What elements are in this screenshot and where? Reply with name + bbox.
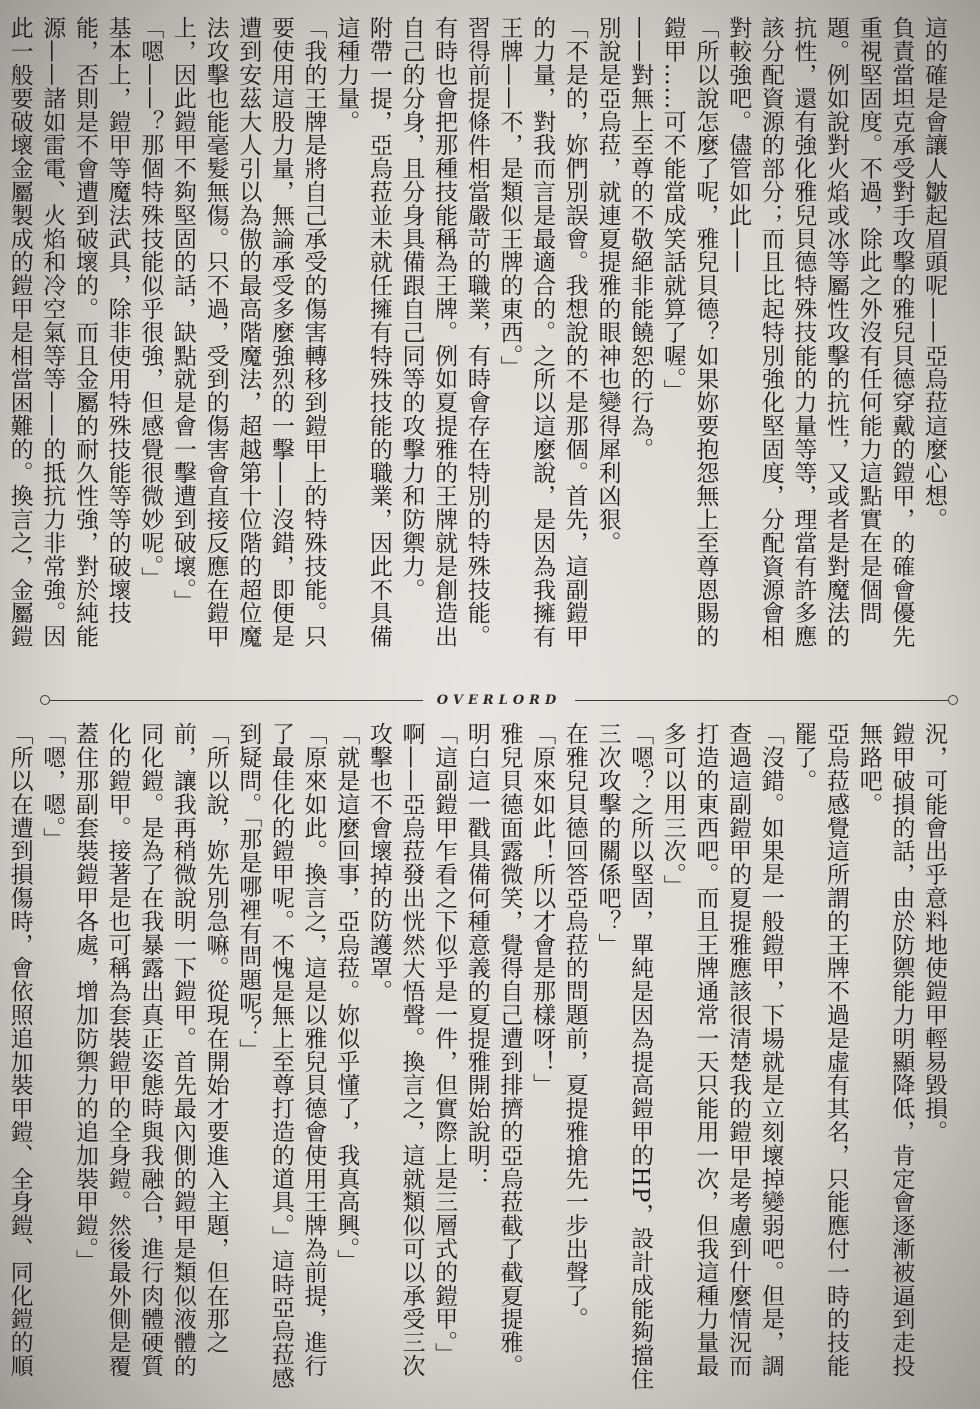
paragraph: 「不是的，妳們別誤會。我想說的不是那個。首先，這副鎧甲的力量，對我而言是最適合的。之所以這麼說，是因為我擁有王牌——不，是類似王牌的東西。」 — [496, 16, 588, 648]
paragraph: 「原來如此。換言之，這是以雅兒貝德會使用王牌為前提，進行了最佳化的鎧甲呢。不愧是無上至尊打造的道具。」這時亞烏菈感到疑問。「那是哪裡有問題呢？」 — [235, 722, 327, 1390]
paragraph: 附帶一提，亞烏菈並未就任擁有特殊技能的職業，因此不具備這種力量。 — [333, 16, 392, 648]
paragraph: 啊——亞烏菈發出恍然大悟聲。換言之，這就類似可以承受三次攻擊也不會壞掉的防護罩。 — [365, 722, 425, 1378]
paragraph: 這的確是會讓人皺起眉頭呢——亞烏菈這麼心想。 — [921, 16, 947, 531]
paragraph: 「嗯——？那個特殊技能似乎很強，但感覺很微妙呢。」 — [137, 16, 164, 590]
paragraph: 鎧甲破損的話，由於防禦能力明顯降低，肯定會逐漸被逼到走投無路吧。 — [855, 722, 915, 1378]
bottom-text-block — [6, 722, 950, 1392]
divider-line-left — [50, 700, 423, 701]
paragraph: 「這副鎧甲乍看之下似乎是一件，但實際上是三層式的鎧甲。」 — [431, 722, 458, 1366]
paragraph: 「原來如此！所以才會是那樣呀！」 — [529, 722, 556, 1097]
paragraph: 「所以在遭到損傷時，會依照追加裝甲鎧、全身鎧、同化鎧的順 — [6, 722, 33, 1378]
divider-line-right — [575, 700, 948, 701]
paragraph: 別說是亞烏菈，就連夏提雅的眼神也變得犀利凶狠。 — [594, 16, 621, 555]
divider-left-ornament — [40, 695, 50, 705]
paragraph: 「沒錯。如果是一般鎧甲，下場就是立刻壞掉變弱吧。但是，調查過這副鎧甲的夏提雅應該很清楚我的鎧甲是考慮到什麼情況而打造的東西吧。而且王牌通常一天只能用一次，但我這種力量最多可以用三次。」 — [659, 722, 784, 1378]
paragraph: 在雅兒貝德回答亞烏菈的問題前，夏提雅搶先一步出聲了。 — [561, 722, 588, 1331]
paragraph: ——對無上至尊的不敬絕非能饒恕的行為。 — [627, 16, 654, 461]
paragraph: 「所以說，妳先別急嘛。從現在開始才要進入主題，但在那之前，讓我再稍微說明一下鎧甲。首先最內側的鎧甲是類似液體的同化鎧。是為了在我暴露出真正姿態時與我融合，進行肉體硬質化的鎧甲。接著是也可稱為套裝鎧甲的全身鎧。然後最外側是覆蓋住那副套裝鎧甲各處，增加防禦力的追加裝甲鎧。」 — [71, 722, 229, 1378]
divider-right-ornament — [948, 695, 958, 705]
paragraph: 「所以說怎麼了呢，雅兒貝德？如果妳要抱怨無上至尊恩賜的鎧甲……可不能當成笑話就算了喔。」 — [659, 16, 719, 648]
paragraph: 亞烏菈感覺這所謂的王牌不過是虛有其名，只能應付一時的技能罷了。 — [790, 722, 850, 1378]
top-text-block — [6, 16, 950, 671]
overlord-logo: OVERLORD — [436, 692, 562, 708]
paragraph: 況，可能會出乎意料地使鎧甲輕易毀損。 — [921, 722, 947, 1144]
paragraph: 基本上，鎧甲等魔法武具，除非使用特殊技能等等的破壞技能，否則是不會遭到破壞的。而且金屬的耐久性強，對於純能源——諸如雷電、火焰和冷空氣等等——的抵抗力非常強。因此一般要破壞金屬製成的鎧甲是相當困難的。換言之，金屬鎧 — [6, 16, 131, 648]
paragraph: 「嗯，嗯。」 — [39, 722, 66, 851]
paragraph: 「我的王牌是將自己承受的傷害轉移到鎧甲上的特殊技能。只要使用這股力量，無論承受多麼強烈的一擊——沒錯，即便是遭到安茲大人引以為傲的最高階魔法，超越第十位階的超位魔法攻擊也能毫髮無傷。只不過，受到的傷害會直接反應在鎧甲上，因此鎧甲不夠堅固的話，缺點就是會一擊遭到破壞。」 — [169, 16, 327, 648]
paragraph: 「嗯？之所以堅固，單純是因為提高鎧甲的HP，設計成能夠擋住三次攻擊的關係吧？」 — [594, 722, 654, 1391]
paragraph: 習得前提條件相當嚴苛的職業，有時會存在特別的特殊技能。有時也會把那種技能稱為王牌。例如夏提雅的王牌就是創造出自己的分身，且分身具備跟自己同等的攻擊力和防禦力。 — [398, 16, 490, 648]
overlord-divider — [40, 692, 958, 708]
paragraph: 負責當坦克承受對手攻擊的雅兒貝德穿戴的鎧甲，的確會優先重視堅固度。不過，除此之外沒有任何能力這點實在是個問題。例如說對火焰或冰等屬性攻擊的抗性，又或者是對魔法的抗性，還有強化雅兒貝德特殊技能的力量等等，理當有許多應該分配資源的部分；而且比起特別強化堅固度，分配資源會相對較強吧。儘管如此—— — [725, 16, 915, 648]
paragraph: 雅兒貝德面露微笑，覺得自己遭到排擠的亞烏菈截了截夏提雅。明白這一戳具備何種意義的夏提雅開始說明： — [463, 722, 523, 1378]
paragraph: 「就是這麼回事，亞烏菈。妳似乎懂了，我真高興。」 — [333, 722, 360, 1273]
